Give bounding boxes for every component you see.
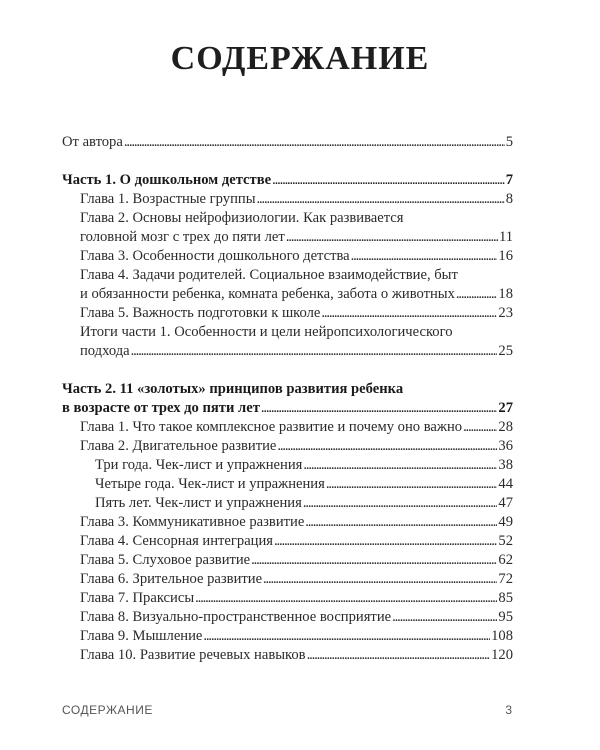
table-of-contents [62,133,513,665]
toc-entry-title: Глава 8. Визуально-пространственное восприятие [80,609,392,625]
toc-entry[interactable] [62,190,513,209]
toc-page-number: 49 [498,514,513,530]
toc-entry-title: Глава 5. Слуховое развитие [80,552,251,568]
toc-entry[interactable] [62,171,513,190]
toc-page-number: 8 [505,191,513,207]
toc-page-number: 85 [498,590,513,606]
toc-entry[interactable] [62,570,513,589]
toc-entry[interactable] [62,437,513,456]
toc-page-number: 108 [491,628,513,644]
toc-entry[interactable] [62,589,513,608]
toc-entry-title: От автора [62,134,123,150]
toc-page-number: 11 [498,229,513,245]
toc-entry-title: в возрасте от трех до пяти лет [62,400,260,416]
dot-leader [203,627,490,646]
toc-entry[interactable] [62,456,513,475]
toc-entry-title: Глава 3. Коммуникативное развитие [80,514,305,530]
toc-entry-title: Глава 1. Возрастные группы [80,191,256,207]
dot-leader [286,228,498,247]
toc-entry-title: Глава 3. Особенности дошкольного детства [80,248,350,264]
dot-leader [263,570,497,589]
toc-entry-title: Четыре года. Чек-лист и упражнения [95,476,325,492]
toc-page-number: 18 [498,286,513,302]
toc-page-number: 27 [498,400,513,416]
toc-entry-title: Часть 1. О дошкольном детстве [62,172,272,188]
toc-page-number: 25 [498,343,513,359]
toc-entry[interactable] [62,608,513,627]
toc-entry[interactable] [62,133,513,152]
dot-leader [351,247,498,266]
toc-page-number: 95 [498,609,513,625]
page-number: 3 [505,703,512,717]
dot-leader [456,285,497,304]
toc-entry-title: Глава 4. Сенсорная интеграция [80,533,274,549]
toc-entry-title: Часть 2. 11 «золотых» принципов развития ребенка [62,381,404,397]
dot-leader [277,437,497,456]
dot-leader [305,513,497,532]
toc-entry-title: Глава 7. Праксисы [80,590,195,606]
toc-entry[interactable] [62,380,513,418]
dot-leader [274,532,497,551]
toc-entry-title: подхода [80,343,130,359]
dot-leader [463,418,497,437]
dot-leader [303,456,497,475]
toc-entry[interactable] [62,646,513,665]
toc-page-number: 23 [498,305,513,321]
toc-entry[interactable] [62,494,513,513]
toc-entry[interactable] [62,247,513,266]
toc-entry-title: Глава 2. Двигательное развитие [80,438,277,454]
toc-entry[interactable] [62,323,513,361]
toc-entry[interactable] [62,627,513,646]
toc-entry-title: Три года. Чек-лист и упражнения [95,457,303,473]
toc-entry[interactable] [62,266,513,304]
toc-entry-title: Глава 5. Важность подготовки к школе [80,305,321,321]
dot-leader [124,133,505,152]
toc-page-number: 7 [505,172,513,188]
dot-leader [272,171,505,190]
toc-entry-title: Итоги части 1. Особенности и цели нейропсихологического [80,324,453,340]
toc-page-number: 62 [498,552,513,568]
toc-page-number: 36 [498,438,513,454]
toc-entry[interactable] [62,475,513,494]
toc-entry-title: Глава 6. Зрительное развитие [80,571,263,587]
toc-page-number: 5 [505,134,513,150]
toc-entry[interactable] [62,209,513,247]
toc-page-number: 72 [498,571,513,587]
toc-entry-title: и обязанности ребенка, комната ребенка, забота о животных [80,286,455,302]
dot-leader [392,608,497,627]
toc-page-number: 16 [498,248,513,264]
dot-leader [307,646,491,665]
toc-entry-title: головной мозг с трех до пяти лет [80,229,285,245]
toc-entry-title: Пять лет. Чек-лист и упражнения [95,495,302,511]
toc-page-number: 52 [498,533,513,549]
dot-leader [195,589,497,608]
toc-page-number: 120 [491,647,513,663]
toc-entry-title: Глава 9. Мышление [80,628,203,644]
page-title: СОДЕРЖАНИЕ [170,40,430,77]
toc-entry[interactable] [62,304,513,323]
dot-leader [326,475,498,494]
dot-leader [251,551,497,570]
dot-leader [303,494,498,513]
dot-leader [321,304,497,323]
toc-entry[interactable] [62,418,513,437]
dot-leader [131,342,498,361]
toc-entry[interactable] [62,532,513,551]
toc-page-number: 47 [498,495,513,511]
toc-entry[interactable] [62,551,513,570]
toc-entry[interactable] [62,513,513,532]
toc-page-number: 28 [498,419,513,435]
dot-leader [261,399,498,418]
toc-entry-title: Глава 4. Задачи родителей. Социальное взаимодействие, быт [80,267,458,283]
toc-entry-title: Глава 1. Что такое комплексное развитие и почему оно важно [80,419,463,435]
toc-page-number: 38 [498,457,513,473]
toc-entry-title: Глава 10. Развитие речевых навыков [80,647,306,663]
dot-leader [257,190,505,209]
running-head: СОДЕРЖАНИЕ [62,703,153,717]
toc-page-number: 44 [498,476,513,492]
toc-entry-title: Глава 2. Основы нейрофизиологии. Как развивается [80,210,404,226]
